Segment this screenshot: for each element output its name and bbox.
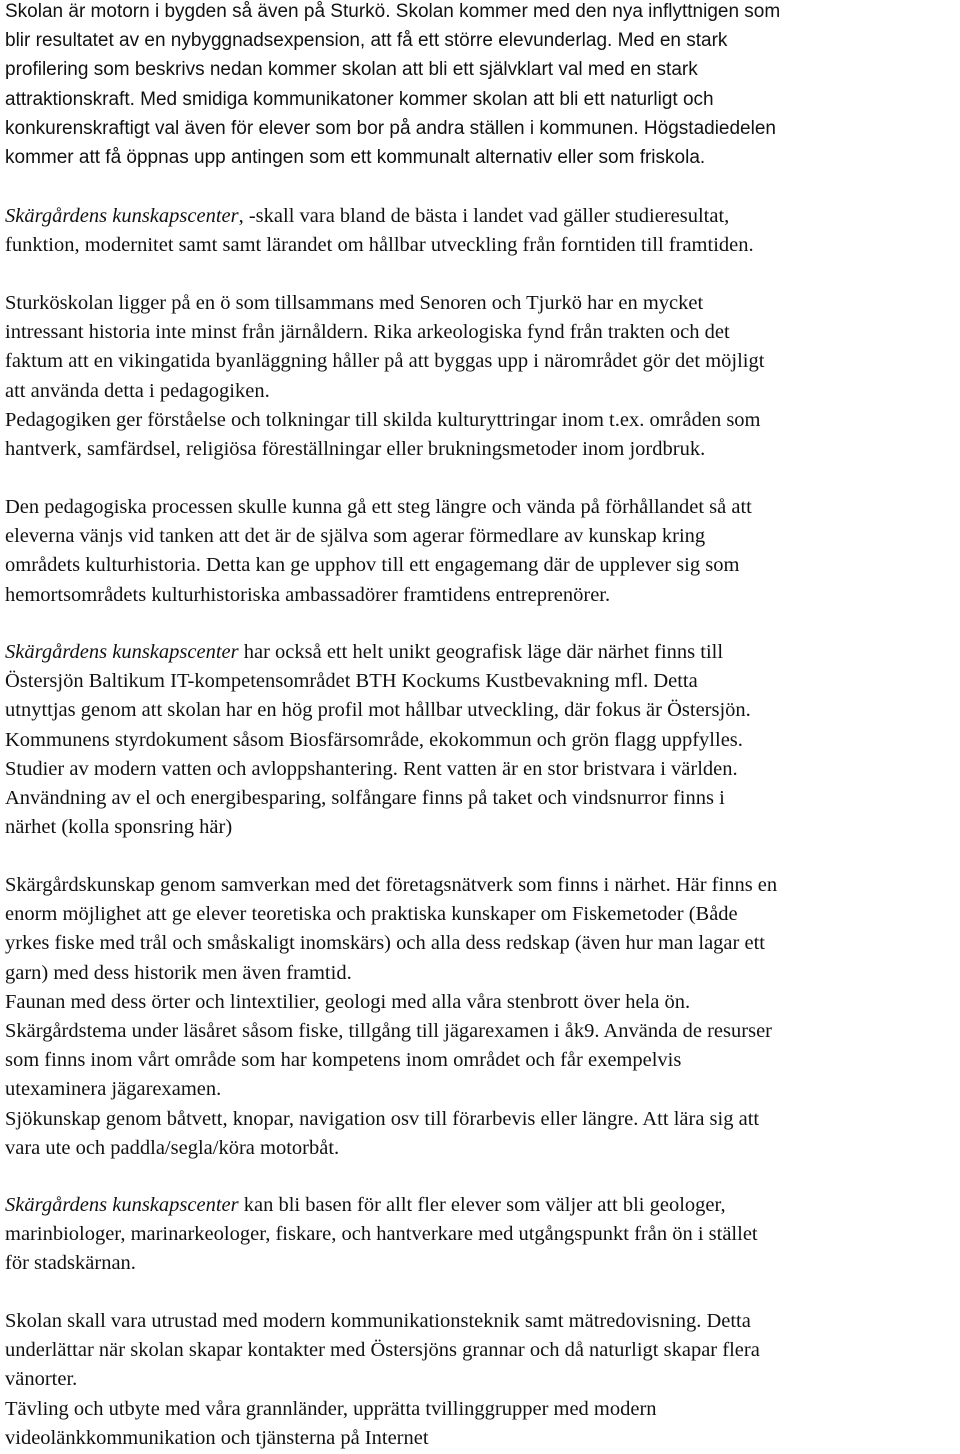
text-line: attraktionskraft. Med smidiga kommunikatoner kommer skolan att bli ett naturligt och bbox=[5, 88, 714, 110]
text-line: Användning av el och energibesparing, solfångare finns på taket och vindsnurror finns i bbox=[5, 786, 725, 809]
text-line: garn) med dess historik men även framtid. bbox=[5, 961, 352, 984]
text-run: har också ett helt unikt geografisk läge där närhet finns till bbox=[238, 641, 724, 663]
text-line: Skolan skall vara utrustad med modern kommunikationsteknik samt mätredovisning. Detta bbox=[5, 1310, 751, 1332]
italic-title: Skärgårdens kunskapscenter bbox=[5, 205, 239, 227]
text-run: , -skall vara bland de bästa i landet vad gäller studieresultat, bbox=[238, 205, 730, 227]
text-line: intressant historia inte minst från järnåldern. Rika arkeologiska fynd från trakten och det bbox=[5, 321, 730, 344]
text-line: Östersjön Baltikum IT-kompetensområdet BTH Kockums Kustbevakning mfl. Detta bbox=[5, 670, 698, 693]
text-line: underlättar när skolan skapar kontakter med Östersjöns grannar och då naturligt skapar flera bbox=[5, 1339, 760, 1362]
text-line: områdets kulturhistoria. Detta kan ge upphov till ett engagemang där de upplever sig som bbox=[5, 554, 740, 577]
text-line: Sjökunskap genom båtvett, knopar, navigation osv till förarbevis eller längre. Att lära sig att bbox=[5, 1107, 760, 1130]
text-line: funktion, modernitet samt samt lärandet om hållbar utveckling från forntiden till framtiden. bbox=[5, 234, 754, 257]
text-line: profilering som beskrivs nedan kommer skolan att bli ett självklart val med en stark bbox=[5, 59, 698, 81]
text-line: närhet (kolla sponsring här) bbox=[5, 816, 233, 839]
text-line: Studier av modern vatten och avloppshantering. Rent vatten är en stor bristvara i världen. bbox=[5, 757, 738, 780]
text-line: som finns inom vårt område som har kompetens inom området och får exempelvis bbox=[5, 1049, 682, 1072]
text-line: Skärgårdstema under läsåret såsom fiske, tillgång till jägarexamen i åk9. Använda de resurser bbox=[5, 1019, 772, 1042]
text-line: vänorter. bbox=[5, 1368, 78, 1391]
text-line: yrkes fiske med trål och småskaligt inomskärs) och alla dess redskap (även hur man lagar ett bbox=[5, 932, 765, 955]
text-line bbox=[5, 1191, 960, 1220]
paragraph-geography bbox=[5, 638, 960, 842]
text-line: vara ute och paddla/segla/köra motorbåt. bbox=[5, 1136, 340, 1159]
text-line: faktum att en vikingatida byanläggning håller på att byggas upp i närområdet gör det möjligt bbox=[5, 350, 765, 373]
text-line: för stadskärnan. bbox=[5, 1252, 136, 1275]
paragraph-history bbox=[5, 289, 960, 464]
text-line: Kommunens styrdokument såsom Biosfärsområde, ekokommun och grön flagg uppfylles. bbox=[5, 728, 743, 751]
italic-title: Skärgårdens kunskapscenter bbox=[5, 641, 239, 663]
text-line: Pedagogiken ger förståelse och tolkningar till skilda kulturyttringar inom t.ex. områden som bbox=[5, 408, 761, 431]
text-line: utexaminera jägarexamen. bbox=[5, 1078, 222, 1101]
text-line: marinbiologer, marinarkeologer, fiskare, och hantverkare med utgångspunkt från ön i stället bbox=[5, 1223, 758, 1246]
text-line bbox=[5, 638, 960, 667]
text-line: Skolan är motorn i bygden så även på Sturkö. Skolan kommer med den nya inflyttnigen som bbox=[5, 1, 781, 22]
text-line: blir resultatet av en nybyggnadsexpension, att få ett större elevunderlag. Med en stark bbox=[5, 30, 728, 52]
text-line: att använda detta i pedagogiken. bbox=[5, 379, 270, 402]
text-line: hantverk, samfärdsel, religiösa föreställningar eller brukningsmetoder inom jordbruk. bbox=[5, 437, 706, 460]
text-line: kommer att få öppnas upp antingen som ett kommunalt alternativ eller som friskola. bbox=[5, 146, 706, 168]
text-line: Faunan med dess örter och lintextilier, geologi med alla våra stenbrott över hela ön. bbox=[5, 990, 691, 1013]
text-line: konkurenskraftigt val även för elever som bor på andra ställen i kommunen. Högstadiedelen bbox=[5, 117, 776, 139]
paragraph-intro bbox=[5, 0, 960, 172]
paragraph-careers bbox=[5, 1191, 960, 1279]
text-run: kan bli basen för allt fler elever som väljer att bli geologer, bbox=[238, 1194, 726, 1216]
text-line bbox=[5, 202, 960, 231]
text-line: Sturköskolan ligger på en ö som tillsammans med Senoren och Tjurkö har en mycket bbox=[5, 292, 704, 314]
paragraph-pedagogy bbox=[5, 493, 960, 610]
text-line: utnyttjas genom att skolan har en hög profil mot hållbar utveckling, där fokus är Östersjön. bbox=[5, 699, 751, 722]
text-line: enorm möjlighet att ge elever teoretiska och praktiska kunskaper om Fiskemetoder (Både bbox=[5, 903, 738, 926]
text-line: eleverna vänjs vid tanken att det är de själva som agerar förmedlare av kunskap kring bbox=[5, 525, 706, 548]
text-line: Skärgårdskunskap genom samverkan med det företagsnätverk som finns i närhet. Här finns en bbox=[5, 874, 778, 896]
paragraph-archipelago bbox=[5, 871, 960, 1163]
text-line: Tävling och utbyte med våra grannländer, upprätta tvillinggrupper med modern bbox=[5, 1397, 657, 1420]
text-line: Den pedagogiska processen skulle kunna gå ett steg längre och vända på förhållandet så att bbox=[5, 496, 752, 518]
paragraph-communication bbox=[5, 1307, 960, 1453]
italic-title: Skärgårdens kunskapscenter bbox=[5, 1194, 239, 1216]
paragraph-vision bbox=[5, 202, 960, 260]
text-line: videolänkkommunikation och tjänsterna på Internet bbox=[5, 1426, 429, 1449]
text-line: hemortsområdets kulturhistoriska ambassadörer framtidens entreprenörer. bbox=[5, 583, 611, 606]
